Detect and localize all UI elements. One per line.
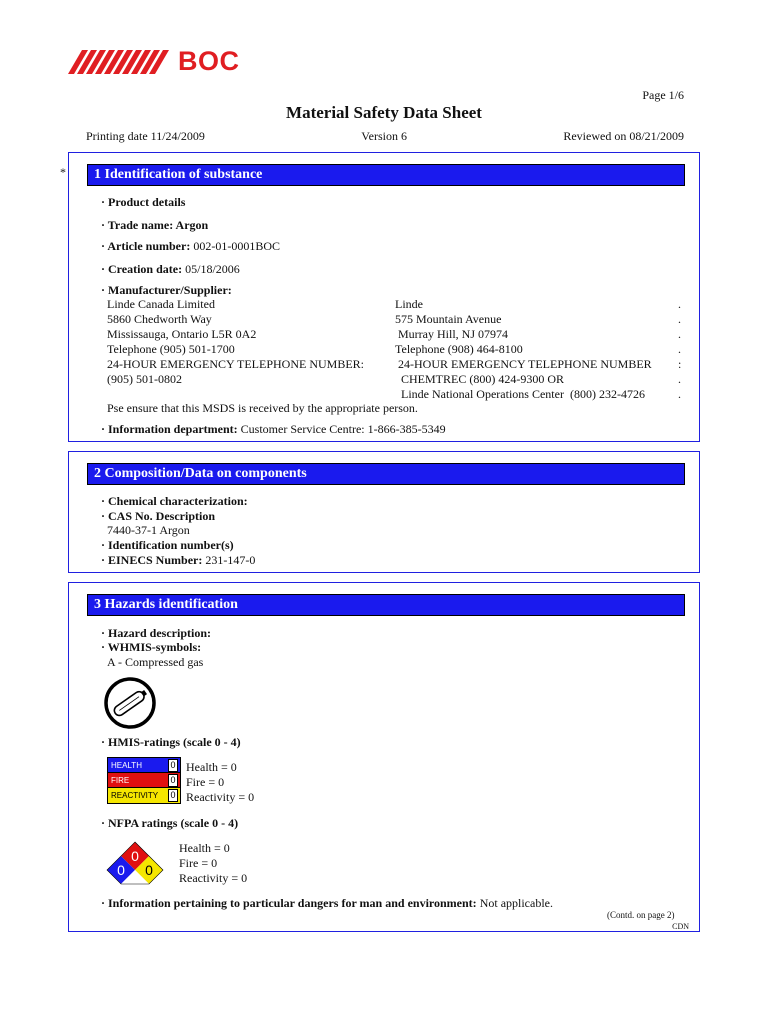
dangers-information: · Information pertaining to particular dangers for man and environment: Not applicable.	[101, 896, 553, 910]
supplier-right: Murray Hill, NJ 07974	[395, 327, 508, 341]
supplier-left: Linde Canada Limited	[107, 297, 215, 311]
supplier-right: Telephone (908) 464-8100	[395, 342, 523, 356]
hmis-fire-row: FIRE 0	[108, 773, 180, 788]
cas-description: · CAS No. Description	[101, 509, 215, 523]
whmis-symbols: · WHMIS-symbols:	[101, 640, 202, 654]
section-2	[68, 451, 700, 573]
header-info-row	[86, 129, 684, 144]
nfpa-ratings-title: · NFPA ratings (scale 0 - 4)	[101, 816, 239, 830]
hazard-description: · Hazard description:	[101, 626, 211, 640]
section-1-header: 1 Identification of substance	[87, 164, 685, 186]
supplier-left: 24-HOUR EMERGENCY TELEPHONE NUMBER:	[107, 357, 364, 371]
article-number: · Article number: 002-01-0001BOC	[101, 239, 280, 253]
version: Version 6	[361, 129, 407, 143]
identification-numbers: · Identification number(s)	[101, 538, 234, 552]
column-mark: .	[678, 297, 681, 311]
hmis-reactivity-row: REACTIVITY 0	[108, 788, 180, 803]
compressed-gas-cylinder-icon	[103, 676, 157, 730]
section-2-header: 2 Composition/Data on components	[87, 463, 685, 485]
column-mark: .	[678, 387, 681, 401]
hmis-fire-text: Fire = 0	[186, 775, 225, 789]
nfpa-reactivity-value: 0	[145, 862, 153, 878]
creation-date: · Creation date: 05/18/2006	[101, 262, 240, 276]
supplier-right: Linde National Operations Center (800) 232-4726	[395, 387, 645, 401]
supplier-right: 24-HOUR EMERGENCY TELEPHONE NUMBER	[395, 357, 652, 371]
page-number: Page 1/6	[642, 88, 684, 102]
cas-value: 7440-37-1 Argon	[107, 523, 190, 537]
printing-date: Printing date 11/24/2009	[86, 129, 205, 143]
nfpa-reactivity-text: Reactivity = 0	[179, 871, 248, 885]
continued-note: (Contd. on page 2)	[607, 910, 675, 920]
supplier-right: CHEMTREC (800) 424-9300 OR	[395, 372, 564, 386]
column-mark: .	[678, 312, 681, 326]
hmis-health-value: 0	[168, 759, 178, 772]
information-department: · Information department: Customer Service Centre: 1-866-385-5349	[101, 422, 446, 436]
hmis-fire-value: 0	[168, 774, 178, 787]
nfpa-health-value: 0	[117, 862, 125, 878]
column-mark: .	[678, 327, 681, 341]
trade-name: · Trade name: Argon	[101, 218, 209, 232]
nfpa-health-text: Health = 0	[179, 841, 230, 855]
column-mark: .	[678, 342, 681, 356]
country-code: CDN	[672, 922, 689, 931]
hmis-health-row: HEALTH 0	[108, 758, 180, 773]
supplier-left: Telephone (905) 501-1700	[107, 342, 235, 356]
revision-marker: *	[60, 165, 66, 179]
section-1	[68, 152, 700, 442]
whmis-value: A - Compressed gas	[107, 655, 204, 669]
hmis-reactivity-value: 0	[168, 789, 178, 802]
supplier-left: Mississauga, Ontario L5R 0A2	[107, 327, 257, 341]
supplier-left: (905) 501-0802	[107, 372, 182, 386]
hmis-health-text: Health = 0	[186, 760, 237, 774]
chemical-characterization: · Chemical characterization:	[101, 494, 248, 508]
reviewed-date: Reviewed on 08/21/2009	[563, 129, 684, 143]
einecs-number: · EINECS Number: 231-147-0	[101, 553, 256, 567]
document-title: Material Safety Data Sheet	[286, 103, 482, 122]
column-mark: .	[678, 372, 681, 386]
supplier-right: Linde	[395, 297, 423, 311]
hmis-ratings-title: · HMIS-ratings (scale 0 - 4)	[101, 735, 241, 749]
nfpa-fire-text: Fire = 0	[179, 856, 218, 870]
nfpa-diamond-icon	[103, 840, 167, 890]
boc-logo: BOC	[178, 46, 240, 76]
product-details: · Product details	[101, 195, 186, 209]
section-3-header: 3 Hazards identification	[87, 594, 685, 616]
manufacturer-label: · Manufacturer/Supplier:	[101, 283, 232, 297]
column-mark: :	[678, 357, 682, 371]
supplier-left: 5860 Chedworth Way	[107, 312, 212, 326]
section-3	[68, 582, 700, 932]
supplier-right: 575 Mountain Avenue	[395, 312, 502, 326]
boc-logo-stripes	[68, 50, 178, 74]
nfpa-fire-value: 0	[131, 848, 139, 864]
hmis-reactivity-text: Reactivity = 0	[186, 790, 255, 804]
hmis-label	[107, 757, 181, 804]
msds-note: Pse ensure that this MSDS is received by the appropriate person.	[107, 401, 418, 415]
